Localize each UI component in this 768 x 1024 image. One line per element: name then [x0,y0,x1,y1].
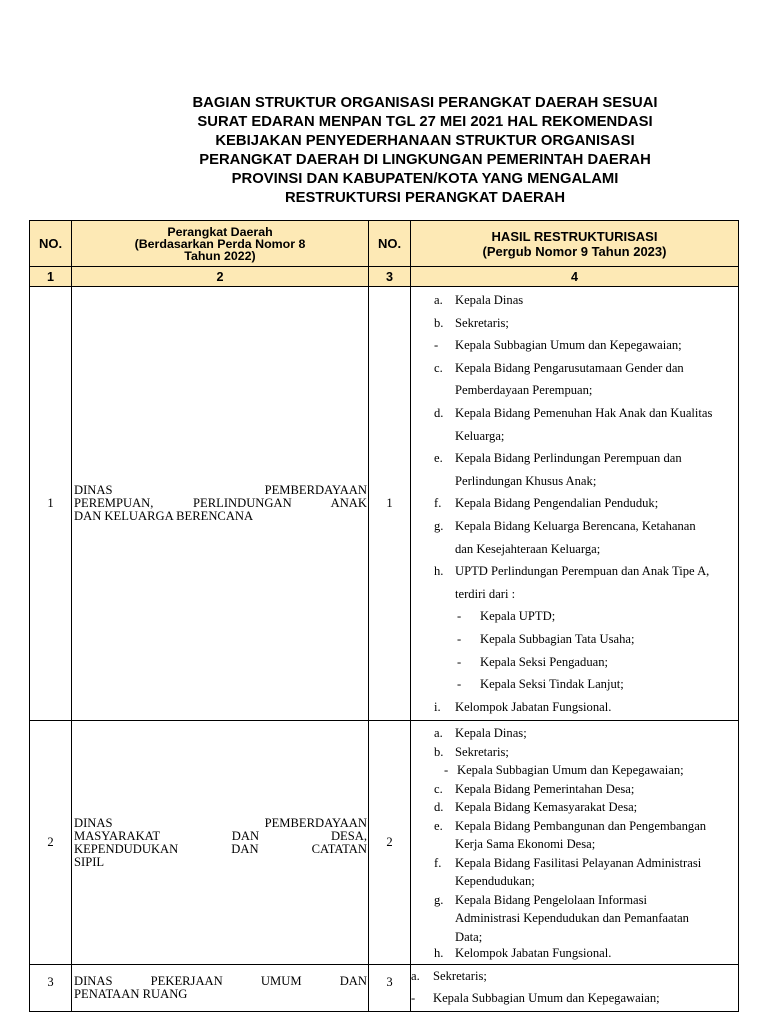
item-text: Data; [455,929,483,944]
item-marker: e. [434,818,443,833]
item-text: Kepala Bidang Pengelolaan Informasi [455,892,647,907]
item-marker: i. [434,699,441,714]
item-marker: a. [434,293,443,307]
item-text: Kepala Dinas [455,293,524,307]
item-marker: b. [434,315,444,330]
result-item [411,427,738,450]
item-text: Kepala Bidang Pembangunan dan Pengembangan [455,818,707,833]
item-text: Kepala Subbagian Umum dan Kepegawaian; [455,338,682,353]
result-item [411,314,738,337]
structure-table [29,220,739,1012]
item-text: Keluarga; [455,428,505,443]
item-marker: g. [434,518,444,533]
result-list [411,289,738,720]
result-item [411,698,738,721]
item-text: Kepala Bidang Keluarga Berencana, Ketahanan [455,518,696,533]
item-marker: - [411,991,416,1006]
document-title [132,94,718,208]
item-text: Pemberdayaan Perempuan; [455,383,593,398]
title-line: PROVINSI DAN KABUPATEN/KOTA YANG MENGALAMI [231,171,619,187]
item-marker: - [457,609,462,624]
item-text: Kelompok Jabatan Fungsional. [455,699,612,714]
result-item [411,763,738,782]
result-item [411,653,738,676]
header-no: NO. [30,221,72,267]
row-number: 1 [30,287,72,721]
result-item [411,630,738,653]
item-marker: - [444,763,449,778]
result-number: 1 [369,287,411,721]
result-item [411,987,738,1009]
item-text: Kepala Subbagian Umum dan Kepegawaian; [433,991,660,1006]
agency-name-line: PEREMPUAN, PERLINDUNGAN ANAK [74,496,367,511]
result-number: 2 [369,721,411,965]
item-text: Kepala UPTD; [480,609,556,624]
item-text: terdiri dari : [455,586,516,601]
item-marker: h. [434,564,444,579]
item-text: Kepala Bidang Perlindungan Perempuan dan [455,451,682,466]
item-marker: - [457,631,462,646]
result-list [411,965,738,1009]
item-marker: - [434,338,439,353]
item-text: Kepala Bidang Pengarusutamaan Gender dan [455,360,684,375]
item-marker: - [457,654,462,669]
header-perangkat-daerah [72,221,369,267]
item-text: Sekretaris; [455,315,509,330]
header-line: (Berdasarkan Perda Nomor 8 [134,236,306,251]
item-marker: d. [434,800,444,815]
restructuring-result [411,965,739,1012]
result-item [411,381,738,404]
agency-name-line: DAN KELUARGA BERENCANA [74,509,254,524]
item-text: Sekretaris; [433,969,487,984]
restructuring-result [411,721,739,965]
row-number: 3 [30,965,72,1012]
result-item [411,930,738,946]
item-marker: - [457,677,462,692]
result-item [411,607,738,630]
item-marker: a. [434,726,443,741]
result-item [411,675,738,698]
title-line: KEBIJAKAN PENYEDERHANAAN STRUKTUR ORGANISASI [215,133,635,149]
result-item [411,359,738,382]
item-text: Kepala Bidang Kemasyarakat Desa; [455,800,638,815]
result-item [411,874,738,893]
result-item [411,291,738,314]
column-number: 3 [369,267,411,287]
result-item [411,800,738,819]
item-marker: f. [434,855,442,870]
item-text: Kelompok Jabatan Fungsional. [455,945,612,960]
item-text: Kepala Subbagian Umum dan Kepegawaian; [457,763,684,778]
item-marker: e. [434,451,443,466]
result-item [411,911,738,930]
agency-name [72,965,369,1012]
item-text: Kepala Bidang Pemerintahan Desa; [455,781,635,796]
item-text: Sekretaris; [455,744,509,759]
item-text: Kepala Bidang Pengendalian Penduduk; [455,496,659,511]
header-no: NO. [369,221,411,267]
result-item [411,585,738,608]
item-text: Kepala Subbagian Tata Usaha; [480,631,635,646]
item-text: Kepala Dinas; [455,726,527,741]
table-row [30,965,739,1012]
restructuring-result [411,287,739,721]
item-marker: d. [434,405,444,420]
item-text: Kependudukan; [455,874,535,889]
item-marker: a. [411,969,420,984]
result-item [411,965,738,987]
agency-name-line: PENATAAN RUANG [74,987,188,1002]
column-number: 1 [30,267,72,287]
header-line: Perangkat Daerah [167,224,273,239]
title-line: RESTRUKTURSI PERANGKAT DAERAH [284,190,566,206]
result-item [411,336,738,359]
result-item [411,494,738,517]
item-marker: h. [434,945,444,960]
result-item [411,726,738,745]
column-number: 2 [72,267,369,287]
header-line: (Pergub Nomor 9 Tahun 2023) [482,243,667,259]
title-line: SURAT EDARAN MENPAN TGL 27 MEI 2021 HAL REKOMENDASI [197,114,653,130]
result-item [411,449,738,472]
item-marker: c. [434,360,443,375]
agency-name-line: DINAS PEKERJAAN UMUM DAN [74,974,367,989]
item-text: Administrasi Kependudukan dan Pemanfaatan [455,911,689,926]
numbering-row [30,267,739,287]
header-hasil-restrukturisasi [411,221,739,267]
item-text: Kepala Bidang Fasilitasi Pelayanan Administrasi [455,855,702,870]
result-item [411,472,738,495]
agency-name-line: DINAS PEMBERDAYAAN [74,483,367,498]
result-list [411,721,738,964]
row-number: 2 [30,721,72,965]
agency-name-line: DINAS PEMBERDAYAAN [74,815,367,830]
item-marker: f. [434,496,442,511]
title-line: BAGIAN STRUKTUR ORGANISASI PERANGKAT DAERAH SESUAI [192,95,658,111]
result-item [411,562,738,585]
result-item [411,782,738,801]
item-text: Kepala Seksi Tindak Lanjut; [480,677,624,692]
result-item [411,837,738,856]
item-text: Kepala Seksi Pengaduan; [480,654,609,669]
header-line: Tahun 2022) [184,248,256,263]
agency-name [72,721,369,965]
item-text: Kerja Sama Ekonomi Desa; [455,837,596,852]
agency-name-line: SIPIL [74,854,105,869]
result-item [411,540,738,563]
item-marker: c. [434,781,443,796]
header-row [30,221,739,267]
item-marker: b. [434,744,444,759]
result-item [411,819,738,838]
result-item [411,404,738,427]
item-text: UPTD Perlindungan Perempuan dan Anak Tipe A, [455,564,710,579]
item-marker: g. [434,892,444,907]
result-item [411,946,738,965]
item-text: Perlindungan Khusus Anak; [455,473,597,488]
agency-name-line: MASYARAKAT DAN DESA, [74,828,367,843]
title-line: PERANGKAT DAERAH DI LINGKUNGAN PEMERINTAH DAERAH [199,152,651,168]
result-item [411,856,738,875]
header-line: HASIL RESTRUKTURISASI [491,228,658,244]
agency-name-line: KEPENDUDUKAN DAN CATATAN [74,841,367,856]
item-text: dan Kesejahteraan Keluarga; [455,541,601,556]
table-row [30,287,739,721]
result-item [411,893,738,912]
agency-name [72,287,369,721]
result-number: 3 [369,965,411,1012]
table-row [30,721,739,965]
item-text: Kepala Bidang Pemenuhan Hak Anak dan Kualitas [455,405,713,420]
result-item [411,745,738,764]
column-number: 4 [411,267,739,287]
result-item [411,517,738,540]
